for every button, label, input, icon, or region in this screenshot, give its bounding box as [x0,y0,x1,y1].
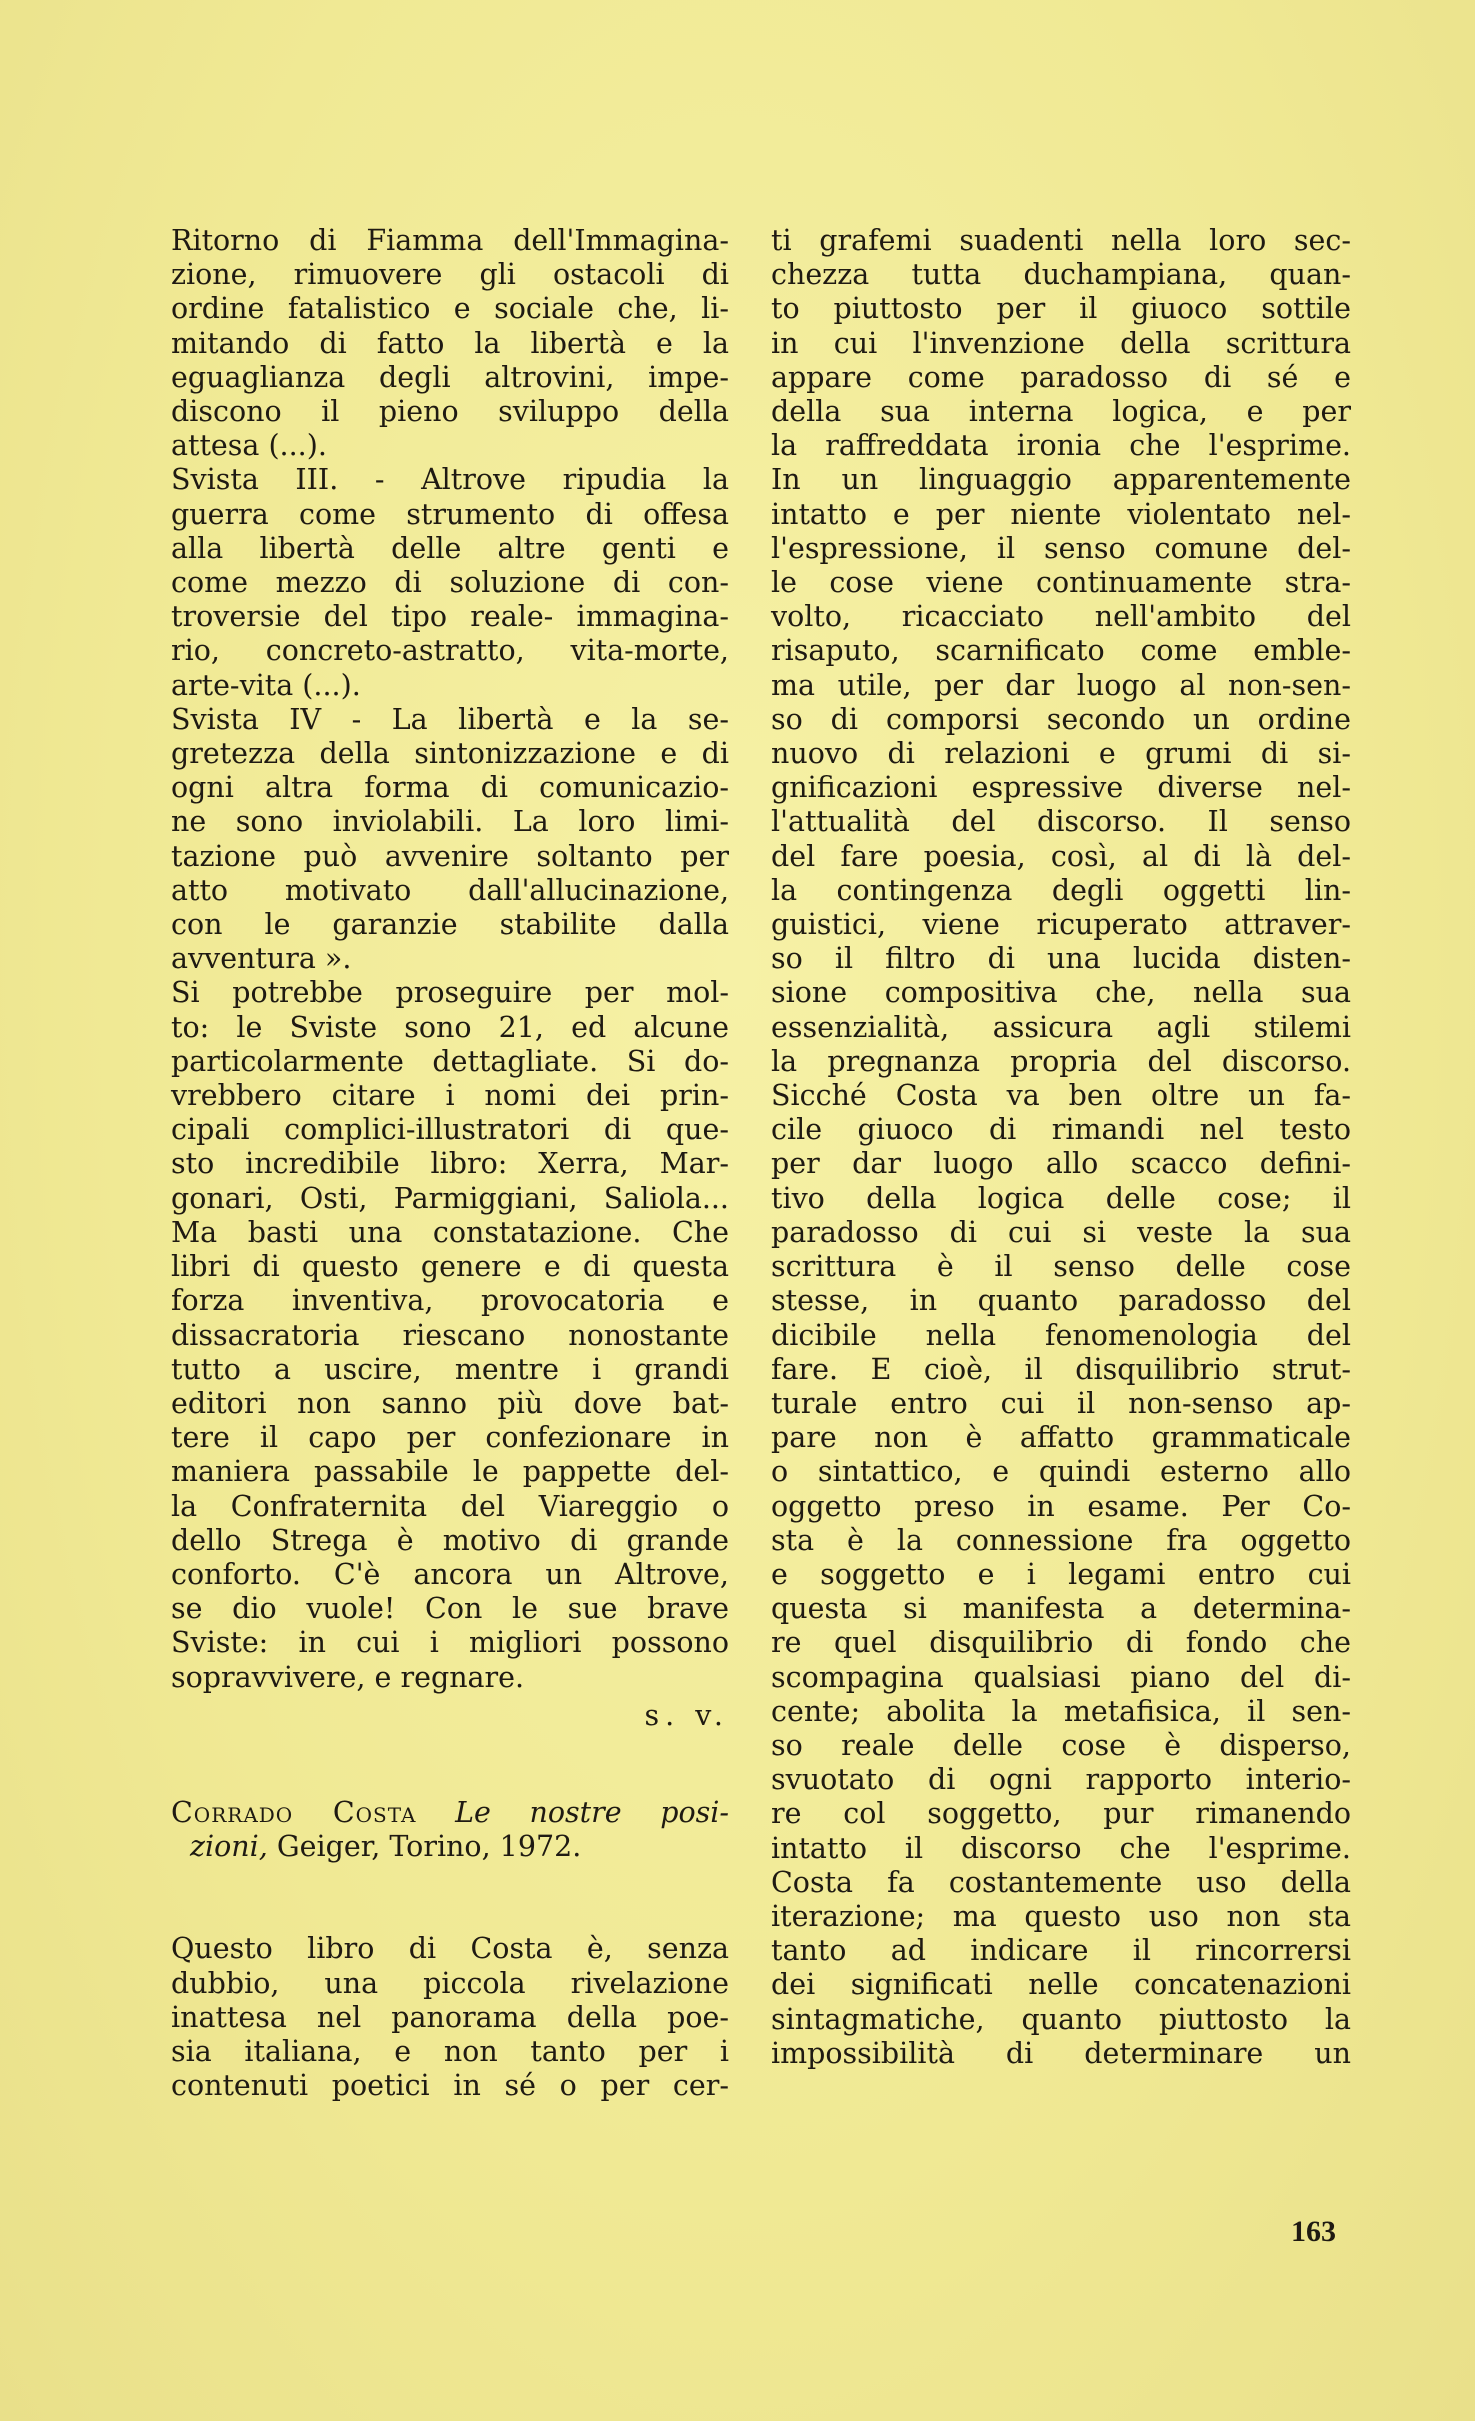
text-line: come mezzo di soluzione di con- [171,566,729,600]
text-line: se dio vuole! Con le sue brave [171,1592,729,1626]
text-line: la raffreddata ironia che l'esprime. [771,429,1351,463]
review-text-block [171,1932,729,2103]
text-line: Sviste: in cui i migliori possono [171,1626,729,1660]
text-line: Ma basti una constatazione. Che [171,1215,729,1249]
text-line: eguaglianza degli altrovini, impe- [171,360,729,394]
text-line: to piuttosto per il giuoco sottile [771,292,1351,326]
text-line: tere il capo per confezionare in [171,1421,729,1455]
text-line: re col soggetto, pur rimanendo [771,1797,1351,1831]
text-line: tutto a uscire, mentre i grandi [171,1352,729,1386]
text-line: scrittura è il senso delle cose [771,1250,1351,1284]
text-line: gnificazioni espressive diverse nel- [771,771,1351,805]
text-line: scompagina qualsiasi piano del di- [771,1660,1351,1694]
text-line: sto incredibile libro: Xerra, Mar- [171,1147,729,1181]
text-line: impossibilità di determinare un [771,2036,1351,2070]
text-line: forza inventiva, provocatoria e [171,1284,729,1318]
text-line: ma utile, per dar luogo al non-sen- [771,668,1351,702]
text-line: troversie del tipo reale- immagina- [171,600,729,634]
book-reference-line-2 [171,1830,729,1864]
text-line: re quel disquilibrio di fondo che [771,1626,1351,1660]
text-line: con le garanzie stabilite dalla [171,908,729,942]
text-line: ogni altra forma di comunicazio- [171,771,729,805]
book-title-part2: zioni, [190,1830,268,1864]
text-line: oggetto preso in esame. Per Co- [771,1489,1351,1523]
text-line: guerra come strumento di offesa [171,497,729,531]
text-line: l'espressione, il senso comune del- [771,531,1351,565]
text-line: per dar luogo allo scacco defini- [771,1147,1351,1181]
text-line: la Confraternita del Viareggio o [171,1489,729,1523]
text-line: dissacratoria riescano nonostante [171,1318,729,1352]
text-line: ti grafemi suadenti nella loro sec- [771,224,1351,257]
text-line: vrebbero citare i nomi dei prin- [171,1079,729,1113]
text-line: cipali complici-illustratori di que- [171,1113,729,1147]
text-line: zione, rimuovere gli ostacoli di [171,258,729,292]
text-line: conforto. C'è ancora un Altrove, [171,1557,729,1591]
text-line: tazione può avvenire soltanto per [171,839,729,873]
text-line: tanto ad indicare il rincorrersi [771,1934,1351,1968]
text-line: inattesa nel panorama della poe- [171,2000,729,2034]
text-line: rio, concreto-astratto, vita-morte, [171,634,729,668]
text-line: dubbio, una piccola rivelazione [171,1966,729,2000]
book-publisher: Geiger, Torino, 1972. [276,1830,582,1864]
book-reference [171,1796,729,1864]
text-line: so di comporsi secondo un ordine [771,702,1351,736]
text-line: maniera passabile le pappette del- [171,1455,729,1489]
text-line: gonari, Osti, Parmiggiani, Saliola... [171,1181,729,1215]
text-line: fare. E cioè, il disquilibrio strut- [771,1352,1351,1386]
text-line: sopravvivere, e regnare. [171,1660,525,1694]
text-line: chezza tutta duchampiana, quan- [771,258,1351,292]
text-line: la pregnanza propria del discorso. [771,1044,1351,1078]
text-line: Questo libro di Costa è, senza [171,1932,729,1966]
text-line: cile giuoco di rimandi nel testo [771,1113,1351,1147]
text-line: svuotato di ogni rapporto interio- [771,1763,1351,1797]
text-line: sione compositiva che, nella sua [771,976,1351,1010]
text-line: pare non è affatto grammaticale [771,1421,1351,1455]
signature: s. v. [644,1698,729,1732]
text-line: Svista III. - Altrove ripudia la [171,463,729,497]
text-line: ne sono inviolabili. La loro limi- [171,805,729,839]
text-line: iterazione; ma questo uso non sta [771,1899,1351,1933]
text-line: so reale delle cose è disperso, [771,1728,1351,1762]
text-line: particolarmente dettagliate. Si do- [171,1044,729,1078]
right-column [771,224,1351,2071]
text-line: questa si manifesta a determina- [771,1592,1351,1626]
text-line: avventura ». [171,942,352,976]
text-line: nuovo di relazioni e grumi di si- [771,737,1351,771]
text-line: intatto e per niente violentato nel- [771,497,1351,531]
book-author: Corrado Costa [171,1795,417,1829]
book-title-part1: Le nostre posi- [455,1795,729,1829]
text-line: o sintattico, e quindi esterno allo [771,1455,1351,1489]
left-text-block [171,224,729,1695]
text-line: l'attualità del discorso. Il senso [771,805,1351,839]
text-line: volto, ricacciato nell'ambito del [771,600,1351,634]
text-line: to: le Sviste sono 21, ed alcune [171,1010,729,1044]
text-line: in cui l'invenzione della scrittura [771,326,1351,360]
text-line: mitando di fatto la libertà e la [171,326,729,360]
text-line: sintagmatiche, quanto piuttosto la [771,2002,1351,2036]
text-line: attesa (...). [171,429,327,463]
text-line: sia italiana, e non tanto per i [171,2034,729,2068]
text-line: ordine fatalistico e sociale che, li- [171,292,729,326]
book-reference-line-1 [171,1796,729,1830]
text-line: Svista IV - La libertà e la se- [171,702,729,736]
text-line: atto motivato dall'allucinazione, [171,873,729,907]
text-line: contenuti poetici in sé o per cer- [171,2069,729,2103]
left-column [171,224,729,2103]
text-line: tivo della logica delle cose; il [771,1181,1351,1215]
text-line: editori non sanno più dove bat- [171,1386,729,1420]
text-line: la contingenza degli oggetti lin- [771,873,1351,907]
text-line: alla libertà delle altre genti e [171,531,729,565]
text-line: intatto il discorso che l'esprime. [771,1831,1351,1865]
text-line: so il filtro di una lucida disten- [771,942,1351,976]
text-line: dello Strega è motivo di grande [171,1523,729,1557]
text-line: Sicché Costa va ben oltre un fa- [771,1079,1351,1113]
text-line: Si potrebbe proseguire per mol- [171,976,729,1010]
text-line: cente; abolita la metafisica, il sen- [771,1694,1351,1728]
text-line: del fare poesia, così, al di là del- [771,839,1351,873]
text-line: turale entro cui il non-senso ap- [771,1386,1351,1420]
text-line: della sua interna logica, e per [771,395,1351,429]
text-line: essenzialità, assicura agli stilemi [771,1010,1351,1044]
text-line: sta è la connessione fra oggetto [771,1523,1351,1557]
text-line: paradosso di cui si veste la sua [771,1215,1351,1249]
text-line: Ritorno di Fiamma dell'Immagina- [171,224,729,257]
text-line: In un linguaggio apparentemente [771,463,1351,497]
text-line: appare come paradosso di sé e [771,360,1351,394]
text-line: guistici, viene ricuperato attraver- [771,908,1351,942]
right-text-block [771,224,1351,2071]
text-line: Costa fa costantemente uso della [771,1865,1351,1899]
text-line: e soggetto e i legami entro cui [771,1557,1351,1591]
text-line: dicibile nella fenomenologia del [771,1318,1351,1352]
text-line: dei significati nelle concatenazioni [771,1968,1351,2002]
text-line: arte-vita (...). [171,668,361,702]
text-line: risaputo, scarnificato come emble- [771,634,1351,668]
text-line: discono il pieno sviluppo della [171,395,729,429]
page-number: 163 [1291,2215,1336,2248]
text-line: le cose viene continuamente stra- [771,566,1351,600]
text-line: gretezza della sintonizzazione e di [171,737,729,771]
text-line: stesse, in quanto paradosso del [771,1284,1351,1318]
text-line: libri di questo genere e di questa [171,1250,729,1284]
